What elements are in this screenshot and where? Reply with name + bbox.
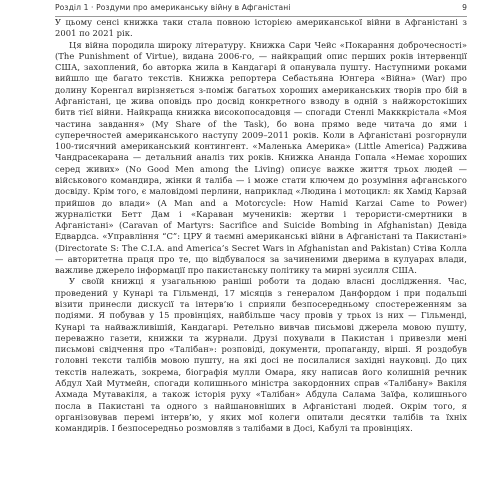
book-page (55, 0, 467, 500)
running-header (55, 2, 467, 17)
paragraph: Ця війна породила широку літературу. Книжка Сари Чейс «Покарання доброчесності» (The Punishment of Virtue), видана 2006-го, — найкращий опис перших років інтервенції США, захоплений, бо авторка жила в Кандагарі й опанувала пушту. Наступними роками вийшло ще багато текстів. Книжка репортера Себастьяна Юнгера «Війна» (War) про долину Коренгал вирізняється з-поміж багатьох хороших американських творів про бій в Афганістані, це жива оповідь про досвід конкретного взводу в одній з найжорстокіших битв тієї війни. Найкраща книжка високопосадовця — спогади Стенлі Макккрістала «Моя частина завдання» (My Share of the Task), бо вона прямо веде читача до ями і суперечностей американського наступу 2009–2011 років. Коли в Афганістані розгорнули 100-тисячний американський контингент. «Маленька Америка» (Little America) Раджива Чандрасекарана — детальний аналіз тих років. Книжка Ананда Гопала «Немає хороших серед живих» (No Good Men among the Living) описує важке життя трьох людей — військового командира, жінки й таліба — і може стати ключем до розуміння афганського досвіду. Крім того, є маловідомі перлини, наприклад «Людина і мотоцикл: як Хамід Карзай прийшов до влади» (A Man and a Motorcycle: How Hamid Karzai Came to Power) журналістки Бетт Дам і «Караван мучеників: жертви і терористи-смертники в Афганістані» (Caravan of Martyrs: Sacrifice and Suicide Bombing in Afghanistan) Девіда Едвардса. «Управління “С”: ЦРУ й таємні американські війни в Афганістані та Пакистані» (Directorate S: The C.I.A. and America’s Secret Wars in Afghanistan and Pakistan) Стіва Колла — авторитетна праця про те, що відбувалося за зачиненими дверима в кулуарах влади, важливе джерело інформації про пакистанську політику та мирні зусилля США. (55, 39, 467, 276)
chapter-title: Розділ 1 · Роздуми про американську війну в Афганістані (55, 3, 291, 12)
paragraph: У своїй книжці я узагальнюю раніші роботи та додаю власні дослідження. Час, проведений у Кунарі та Гільменді, 17 місяців з генералом Данфордом і при подальші візити принесли дискусії та інтерв’ю і сприяли безпосередньому спостереженням за подіями. Я побував у 15 провінціях, найбільше часу провів у трьох із них — Гільменді, Кунарі та найважливішій, Кандагарі. Ретельно вивчав письмові джерела мовою пушту, переважно газети, книжки та журнали. Друзі похували в Пакистан і привезли мені письмові свідчення про «Талібан»: розповіді, документи, пропаганду, вірші. Я роздобув головні тексти талібів мовою пушту, на які досі не посилалися західні науковці. До цих текстів належать, зокрема, біографія мулли Омара, яку написав його колишній речник Абдул Хай Мутмейн, спогади колишнього міністра закордонних справ «Талібану» Вакіля Ахмада Мутавакіля, а також історія руху «Талібан» Абдула Салама Заїфа, колишнього посла в Пакистані та одного з найшановніших в Афганістані людей. Окрім того, я організовував перемі інтерв’ю, у яких мої колеги опитали десятки талібів та їхніх командирів. І безпосередньо розмовляв з талібами в Досі, Кабулі та провінціях. (55, 276, 467, 434)
paragraph: У цьому сенсі книжка таки стала повною історією американської війни в Афганістані з 2001 по 2021 рік. (55, 17, 467, 39)
page-number: 9 (462, 3, 467, 12)
body-text (55, 17, 467, 434)
